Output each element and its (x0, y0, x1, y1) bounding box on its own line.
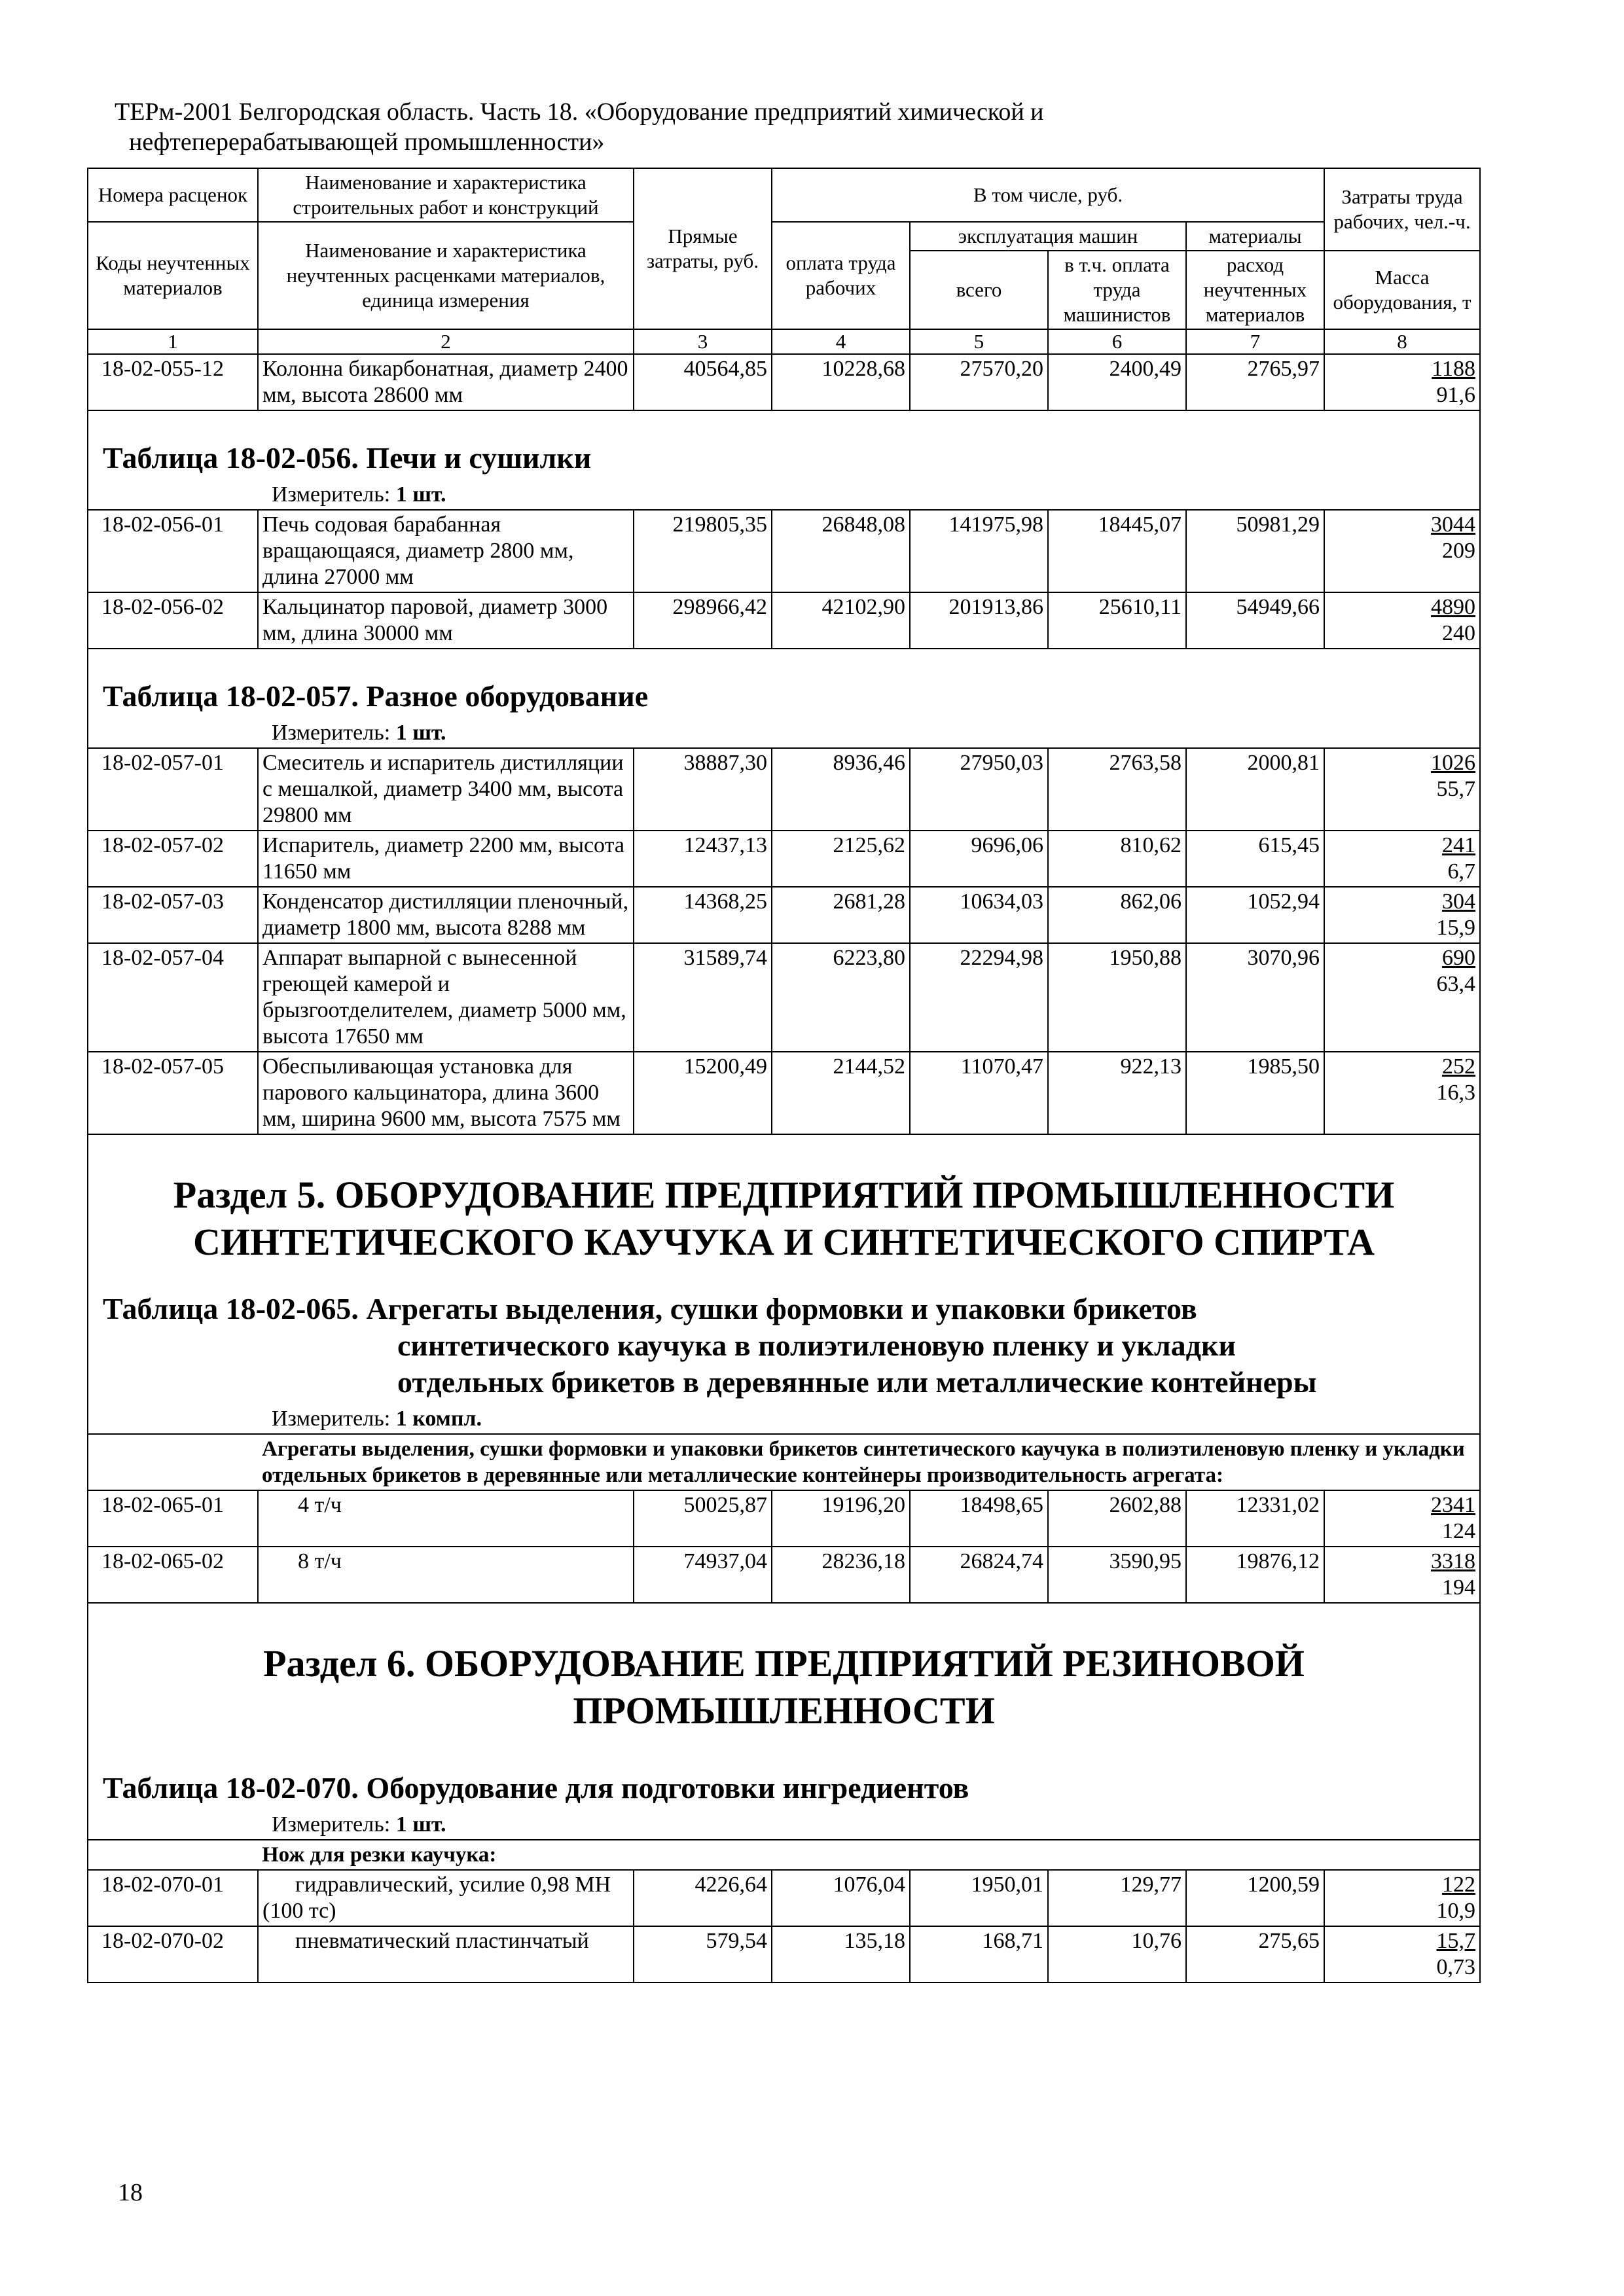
unit-value: 1 компл. (395, 1407, 482, 1431)
group-heading: Нож для резки каучука: (258, 1840, 1480, 1870)
row-direct: 12437,13 (634, 831, 772, 887)
row-labor-mass (1324, 943, 1480, 1052)
table-row (88, 1052, 1480, 1134)
row-machines: 141975,98 (910, 510, 1048, 592)
unit-row (88, 1405, 1480, 1434)
row-machinists: 18445,07 (1048, 510, 1186, 592)
row-machines: 18498,65 (910, 1490, 1048, 1547)
row-materials: 54949,66 (1186, 592, 1324, 649)
header-line-2: нефтеперерабатывающей промышленности» (129, 128, 605, 156)
unit-value: 1 шт. (395, 482, 446, 507)
row-machinists: 2602,88 (1048, 1490, 1186, 1547)
row-machines: 201913,86 (910, 592, 1048, 649)
table-row (88, 1870, 1480, 1926)
row-labor: 10228,68 (772, 354, 910, 410)
row-name: Испаритель, диаметр 2200 мм, высота 11650 мм (258, 831, 634, 887)
table-row (88, 887, 1480, 943)
row-labor: 2144,52 (772, 1052, 910, 1134)
row-machines: 168,71 (910, 1926, 1048, 1982)
row-machinists: 25610,11 (1048, 592, 1186, 649)
row-labor-mass (1324, 1052, 1480, 1134)
section-title-row (88, 1134, 1480, 1272)
equipment-mass: 15,9 (1436, 916, 1476, 940)
table-row (88, 592, 1480, 649)
section-5-line-1: Раздел 5. ОБОРУДОВАНИЕ ПРЕДПРИЯТИЙ ПРОМЫШЛЕННОСТИ (173, 1174, 1395, 1216)
row-direct: 4226,64 (634, 1870, 772, 1926)
row-machinists: 2763,58 (1048, 748, 1186, 831)
row-materials: 615,45 (1186, 831, 1324, 887)
header-row-2 (88, 222, 1480, 251)
row-materials: 2000,81 (1186, 748, 1324, 831)
table-title-row (88, 410, 1480, 480)
col6-header: в т.ч. оплата труда машинистов (1048, 251, 1186, 329)
row-labor: 135,18 (772, 1926, 910, 1982)
row-materials: 275,65 (1186, 1926, 1324, 1982)
table-title-row (88, 649, 1480, 719)
group-heading: Агрегаты выделения, сушки формовки и упаковки брикетов синтетического каучука в полиэтиленовую пленку и укладки отдельных брикетов в деревянные или металлические контейнеры производительность агрегата: (258, 1434, 1480, 1490)
section-5-line-2: СИНТЕТИЧЕСКОГО КАУЧУКА И СИНТЕТИЧЕСКОГО СПИРТА (193, 1221, 1375, 1263)
row-code: 18-02-057-04 (88, 943, 258, 1052)
col1-top: Номера расценок (88, 168, 258, 222)
labor-hours: 1188 (1432, 357, 1476, 381)
row-materials: 12331,02 (1186, 1490, 1324, 1547)
row-direct: 579,54 (634, 1926, 772, 1982)
row-code: 18-02-057-01 (88, 748, 258, 831)
row-name: гидравлический, усилие 0,98 МН (100 тс) (258, 1870, 634, 1926)
row-labor: 26848,08 (772, 510, 910, 592)
row-labor-mass (1324, 510, 1480, 592)
row-machinists: 1950,88 (1048, 943, 1186, 1052)
column-numbers (88, 329, 1480, 354)
row-materials: 3070,96 (1186, 943, 1324, 1052)
row-materials: 1052,94 (1186, 887, 1324, 943)
row-machines: 9696,06 (910, 831, 1048, 887)
row-machines: 10634,03 (910, 887, 1048, 943)
row-labor-mass (1324, 1547, 1480, 1603)
row-code: 18-02-057-05 (88, 1052, 258, 1134)
col7-header: расход неучтенных материалов (1186, 251, 1324, 329)
row-direct: 38887,30 (634, 748, 772, 831)
row-machines: 27570,20 (910, 354, 1048, 410)
group-spacer (88, 1434, 258, 1490)
row-labor: 19196,20 (772, 1490, 910, 1547)
row-code: 18-02-057-02 (88, 831, 258, 887)
equipment-mass: 55,7 (1436, 777, 1476, 801)
page-number: 18 (118, 2179, 143, 2206)
colnum: 5 (910, 329, 1048, 354)
unit-value: 1 шт. (395, 721, 446, 745)
unit-row (88, 719, 1480, 748)
row-labor: 1076,04 (772, 1870, 910, 1926)
row-name: Обеспыливающая установка для парового кальцинатора, длина 3600 мм, ширина 9600 мм, высота 7575 мм (258, 1052, 634, 1134)
colnum: 1 (88, 329, 258, 354)
row-labor: 42102,90 (772, 592, 910, 649)
row-direct: 74937,04 (634, 1547, 772, 1603)
row-labor: 28236,18 (772, 1547, 910, 1603)
row-machines: 11070,47 (910, 1052, 1048, 1134)
row-name: Колонна бикарбонатная, диаметр 2400 мм, высота 28600 мм (258, 354, 634, 410)
section-6-title (88, 1603, 1480, 1741)
row-code: 18-02-065-02 (88, 1547, 258, 1603)
labor-hours: 122 (1442, 1873, 1476, 1897)
row-direct: 219805,35 (634, 510, 772, 592)
row-name: Аппарат выпарной с вынесенной греющей камерой и брызгоотделителем, диаметр 5000 мм, высота 17650 мм (258, 943, 634, 1052)
incl-header: В том числе, руб. (772, 168, 1324, 222)
table-065-title (88, 1272, 1480, 1405)
table-row (88, 943, 1480, 1052)
row-name: 8 т/ч (258, 1547, 634, 1603)
row-direct: 40564,85 (634, 354, 772, 410)
machines-header: эксплуатация машин (910, 222, 1186, 251)
row-direct: 15200,49 (634, 1052, 772, 1134)
equipment-mass: 6,7 (1447, 859, 1476, 884)
row-name: Печь содовая барабанная вращающаяся, диаметр 2800 мм, длина 27000 мм (258, 510, 634, 592)
row-labor-mass (1324, 748, 1480, 831)
table-065-title-line-2: синтетического каучука в полиэтиленовую пленку и укладки (397, 1329, 1236, 1362)
row-machines: 22294,98 (910, 943, 1048, 1052)
equipment-mass: 10,9 (1436, 1899, 1476, 1923)
section-title-row (88, 1603, 1480, 1741)
row-machinists: 862,06 (1048, 887, 1186, 943)
header-row-1 (88, 168, 1480, 222)
group-row (88, 1840, 1480, 1870)
row-machines: 1950,01 (910, 1870, 1048, 1926)
table-row (88, 510, 1480, 592)
equipment-mass: 209 (1442, 539, 1476, 563)
row-labor-mass (1324, 1870, 1480, 1926)
unit-label: Измеритель: (272, 1407, 391, 1431)
col2-top: Наименование и характеристика строительных работ и конструкций (258, 168, 634, 222)
equipment-mass: 0,73 (1436, 1955, 1476, 1979)
row-direct: 31589,74 (634, 943, 772, 1052)
labor-hours: 304 (1442, 889, 1476, 914)
price-table (87, 168, 1481, 1983)
unit-row (88, 1810, 1480, 1840)
row-materials: 1985,50 (1186, 1052, 1324, 1134)
header-line-1: ТЕРм-2001 Белгородская область. Часть 18. «Оборудование предприятий химической и (115, 98, 1044, 126)
row-labor-mass (1324, 1490, 1480, 1547)
unit-label: Измеритель: (272, 721, 391, 745)
row-materials: 2765,97 (1186, 354, 1324, 410)
row-direct: 50025,87 (634, 1490, 772, 1547)
row-labor-mass (1324, 592, 1480, 649)
labor-hours: 15,7 (1436, 1929, 1476, 1953)
row-name: Кальцинатор паровой, диаметр 3000 мм, длина 30000 мм (258, 592, 634, 649)
row-labor-mass (1324, 354, 1480, 410)
row-labor: 8936,46 (772, 748, 910, 831)
row-code: 18-02-056-01 (88, 510, 258, 592)
colnum: 3 (634, 329, 772, 354)
colnum: 2 (258, 329, 634, 354)
materials-header: материалы (1186, 222, 1324, 251)
row-code: 18-02-056-02 (88, 592, 258, 649)
row-machines: 26824,74 (910, 1547, 1048, 1603)
unit-cell (88, 719, 1480, 748)
unit-cell (88, 1810, 1480, 1840)
equipment-mass: 240 (1442, 621, 1476, 645)
row-direct: 298966,42 (634, 592, 772, 649)
labor-hours: 690 (1442, 946, 1476, 970)
col4-header: оплата труда рабочих (772, 222, 910, 329)
labor-hours: 1026 (1431, 751, 1476, 775)
row-direct: 14368,25 (634, 887, 772, 943)
row-labor: 6223,80 (772, 943, 910, 1052)
table-row (88, 831, 1480, 887)
labor-hours: 4890 (1431, 595, 1476, 619)
table-row (88, 1926, 1480, 1982)
row-machinists: 129,77 (1048, 1870, 1186, 1926)
row-code: 18-02-070-01 (88, 1870, 258, 1926)
col3-header: Прямые затраты, руб. (634, 168, 772, 329)
row-materials: 19876,12 (1186, 1547, 1324, 1603)
col2-bottom: Наименование и характеристика неучтенных расценками материалов, единица измерения (258, 222, 634, 329)
unit-label: Измеритель: (272, 1812, 391, 1837)
row-name: Смеситель и испаритель дистилляции с мешалкой, диаметр 3400 мм, высота 29800 мм (258, 748, 634, 831)
col8-bottom: Масса оборудования, т (1324, 251, 1480, 329)
row-labor: 2125,62 (772, 831, 910, 887)
table-057-title: Таблица 18-02-057. Разное оборудование (88, 649, 1480, 719)
table-056-title: Таблица 18-02-056. Печи и сушилки (88, 410, 1480, 480)
colnum: 7 (1186, 329, 1324, 354)
unit-cell (88, 1405, 1480, 1434)
col1-bottom: Коды неучтенных материалов (88, 222, 258, 329)
group-row (88, 1434, 1480, 1490)
colnum: 4 (772, 329, 910, 354)
row-code: 18-02-065-01 (88, 1490, 258, 1547)
page-header (115, 97, 1456, 157)
equipment-mass: 91,6 (1436, 383, 1476, 407)
colnum: 8 (1324, 329, 1480, 354)
col8-top: Затраты труда рабочих, чел.-ч. (1324, 168, 1480, 251)
table-title-row (88, 1741, 1480, 1810)
group-spacer (88, 1840, 258, 1870)
row-materials: 50981,29 (1186, 510, 1324, 592)
unit-value: 1 шт. (395, 1812, 446, 1837)
row-machinists: 10,76 (1048, 1926, 1186, 1982)
table-070-title: Таблица 18-02-070. Оборудование для подготовки ингредиентов (88, 1741, 1480, 1810)
row-name: пневматический пластинчатый (258, 1926, 634, 1982)
row-labor: 2681,28 (772, 887, 910, 943)
table-row (88, 748, 1480, 831)
row-code: 18-02-055-12 (88, 354, 258, 410)
labor-hours: 241 (1442, 833, 1476, 857)
table-row (88, 1547, 1480, 1603)
table-065-title-line-1: Таблица 18-02-065. Агрегаты выделения, сушки формовки и упаковки брикетов (103, 1292, 1197, 1325)
row-name: 4 т/ч (258, 1490, 634, 1547)
row-name: Конденсатор дистилляции пленочный, диаметр 1800 мм, высота 8288 мм (258, 887, 634, 943)
table-row (88, 1490, 1480, 1547)
equipment-mass: 63,4 (1436, 972, 1476, 996)
section-6-line-2: ПРОМЫШЛЕННОСТИ (573, 1689, 995, 1732)
row-materials: 1200,59 (1186, 1870, 1324, 1926)
labor-hours: 252 (1442, 1054, 1476, 1079)
row-machinists: 922,13 (1048, 1052, 1186, 1134)
col5-header: всего (910, 251, 1048, 329)
equipment-mass: 124 (1442, 1519, 1476, 1543)
equipment-mass: 194 (1442, 1575, 1476, 1600)
row-machinists: 2400,49 (1048, 354, 1186, 410)
table-065-title-line-3: отдельных брикетов в деревянные или металлические контейнеры (397, 1365, 1317, 1399)
equipment-mass: 16,3 (1436, 1081, 1476, 1105)
unit-cell (88, 480, 1480, 510)
row-labor-mass (1324, 1926, 1480, 1982)
colnum: 6 (1048, 329, 1186, 354)
unit-label: Измеритель: (272, 482, 391, 507)
row-machinists: 3590,95 (1048, 1547, 1186, 1603)
row-machinists: 810,62 (1048, 831, 1186, 887)
labor-hours: 3044 (1431, 512, 1476, 537)
row-labor-mass (1324, 831, 1480, 887)
table-row (88, 354, 1480, 410)
unit-row (88, 480, 1480, 510)
labor-hours: 3318 (1431, 1549, 1476, 1573)
section-6-line-1: Раздел 6. ОБОРУДОВАНИЕ ПРЕДПРИЯТИЙ РЕЗИНОВОЙ (263, 1642, 1305, 1685)
row-code: 18-02-057-03 (88, 887, 258, 943)
labor-hours: 2341 (1431, 1493, 1476, 1517)
row-labor-mass (1324, 887, 1480, 943)
section-5-title (88, 1134, 1480, 1272)
row-code: 18-02-070-02 (88, 1926, 258, 1982)
row-machines: 27950,03 (910, 748, 1048, 831)
table-title-row (88, 1272, 1480, 1405)
